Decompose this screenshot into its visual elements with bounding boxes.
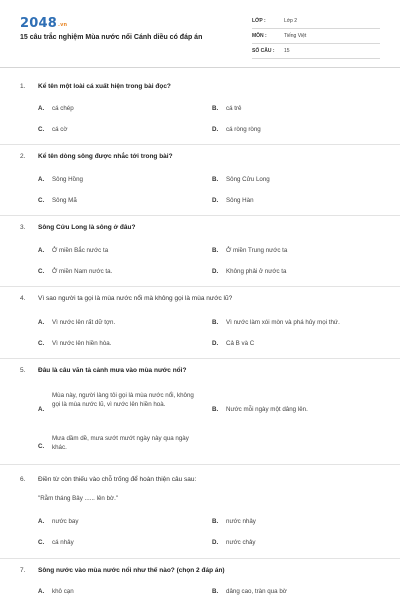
question-line [0, 80, 400, 94]
meta-value: Tiếng Việt [284, 33, 307, 39]
question-line [0, 473, 400, 487]
page-title: 15 câu trắc nghiệm Mùa nước nổi Cánh diều có đáp án [20, 34, 203, 41]
question-number: 5. [20, 367, 26, 374]
option-letter: C. [38, 268, 45, 275]
question-text: Sông Cửu Long là sông ở đâu? [38, 224, 136, 231]
question-number: 7. [20, 567, 26, 574]
question-number: 1. [20, 83, 26, 90]
question-line [0, 150, 400, 164]
option-text: dâng cao, tràn qua bờ [226, 588, 287, 595]
meta-info-box [252, 14, 380, 59]
option-letter: C. [38, 340, 45, 347]
meta-row-count [252, 44, 380, 59]
option-text: cá nhảy [52, 539, 74, 546]
option-letter: A. [38, 518, 45, 525]
option-letter: B. [212, 176, 219, 183]
option-text: cá trê [226, 105, 242, 112]
option-text: Ở miền Nam nước ta. [52, 268, 113, 275]
option-letter: A. [38, 105, 45, 112]
question-number: 4. [20, 295, 26, 302]
meta-value: 15 [284, 48, 290, 54]
site-logo[interactable] [20, 16, 67, 31]
question-number: 2. [20, 153, 26, 160]
option-text: Sông Cửu Long [226, 176, 270, 183]
option-text: cá chép [52, 105, 74, 112]
option-text: Vì nước làm xói mòn và phá hủy mọi thứ. [226, 319, 340, 326]
question-line [0, 364, 400, 378]
option-letter: A. [38, 319, 45, 326]
question-number: 6. [20, 476, 26, 483]
option-letter: D. [212, 340, 219, 347]
question-separator [0, 144, 400, 145]
question-number: 3. [20, 224, 26, 231]
option-text: Nước mỗi ngày một dâng lên. [226, 406, 308, 413]
option-text: nước bay [52, 518, 79, 525]
option-text: Sông Mã [52, 197, 77, 204]
option-letter: C. [38, 443, 45, 450]
header-divider [0, 67, 400, 68]
question-separator [0, 215, 400, 216]
option-text: Vì nước lên hiền hòa. [52, 340, 112, 347]
meta-key: SỐ CÂU : [252, 48, 275, 54]
question-text: Kể tên một loài cá xuất hiện trong bài đọc? [38, 83, 171, 90]
option-letter: C. [38, 539, 45, 546]
logo-domain-text: .vn [57, 22, 68, 28]
option-letter: B. [212, 588, 219, 595]
question-separator [0, 358, 400, 359]
meta-key: MÔN : [252, 33, 267, 39]
option-letter: D. [212, 126, 219, 133]
option-letter: B. [212, 319, 219, 326]
option-letter: C. [38, 197, 45, 204]
option-letter: B. [212, 247, 219, 254]
option-letter: A. [38, 176, 45, 183]
option-text: Sông Hàn [226, 197, 254, 204]
option-text: Vì nước lên rất dữ tợn. [52, 319, 116, 326]
option-text: Không phải ở nước ta [226, 268, 287, 275]
option-letter: D. [212, 197, 219, 204]
option-letter: A. [38, 247, 45, 254]
meta-key: LỚP : [252, 18, 266, 24]
meta-row-grade [252, 14, 380, 29]
logo-main-text: 2048 [20, 16, 57, 31]
option-text: Cả B và C [226, 340, 255, 347]
question-line [0, 564, 400, 578]
question-separator [0, 286, 400, 287]
option-letter: A. [38, 588, 45, 595]
question-separator [0, 558, 400, 559]
option-text: nước nhảy [226, 518, 256, 525]
fill-in-sentence: "Rằm tháng Bảy ...... lên bờ." [38, 495, 118, 502]
option-text: Mưa dầm dề, mưa sướt mướt ngày này qua ngày khác. [52, 435, 189, 451]
option-letter: B. [212, 406, 219, 413]
document-header [0, 0, 400, 72]
option-letter: B. [212, 518, 219, 525]
meta-row-subject [252, 29, 380, 44]
question-text: Sông nước vào mùa nước nổi như thế nào? (chọn 2 đáp án) [38, 567, 225, 574]
question-text: Đâu là câu văn tả cảnh mưa vào mùa nước nổi? [38, 367, 187, 374]
option-letter: D. [212, 539, 219, 546]
meta-value: Lớp 2 [284, 18, 298, 24]
option-text: Sông Hồng [52, 176, 83, 183]
option-text: nước chảy [226, 539, 256, 546]
option-text: khô cạn [52, 588, 74, 595]
option-letter: C. [38, 126, 45, 133]
option-letter: B. [212, 105, 219, 112]
option-text: Mùa này, người làng tôi gọi là mùa nước nổi, không gọi là mùa nước lũ, vì nước lên hiền hoà. [52, 392, 194, 408]
option-text: Ở miền Bắc nước ta [52, 247, 109, 254]
option-text: cá ròng ròng [226, 126, 261, 133]
question-line [0, 221, 400, 235]
option-letter: D. [212, 268, 219, 275]
option-text: Ở miền Trung nước ta [226, 247, 288, 254]
question-text: Kể tên dòng sông được nhắc tới trong bài? [38, 153, 173, 160]
question-text: Điền từ còn thiếu vào chỗ trống để hoàn thiện câu sau: [38, 476, 197, 483]
question-line [0, 292, 400, 306]
question-separator [0, 464, 400, 465]
question-text: Vì sao người ta gọi là mùa nước nổi mà không gọi là mùa nước lũ? [38, 295, 233, 302]
option-letter: A. [38, 406, 45, 413]
option-text: cá cờ [52, 126, 68, 133]
